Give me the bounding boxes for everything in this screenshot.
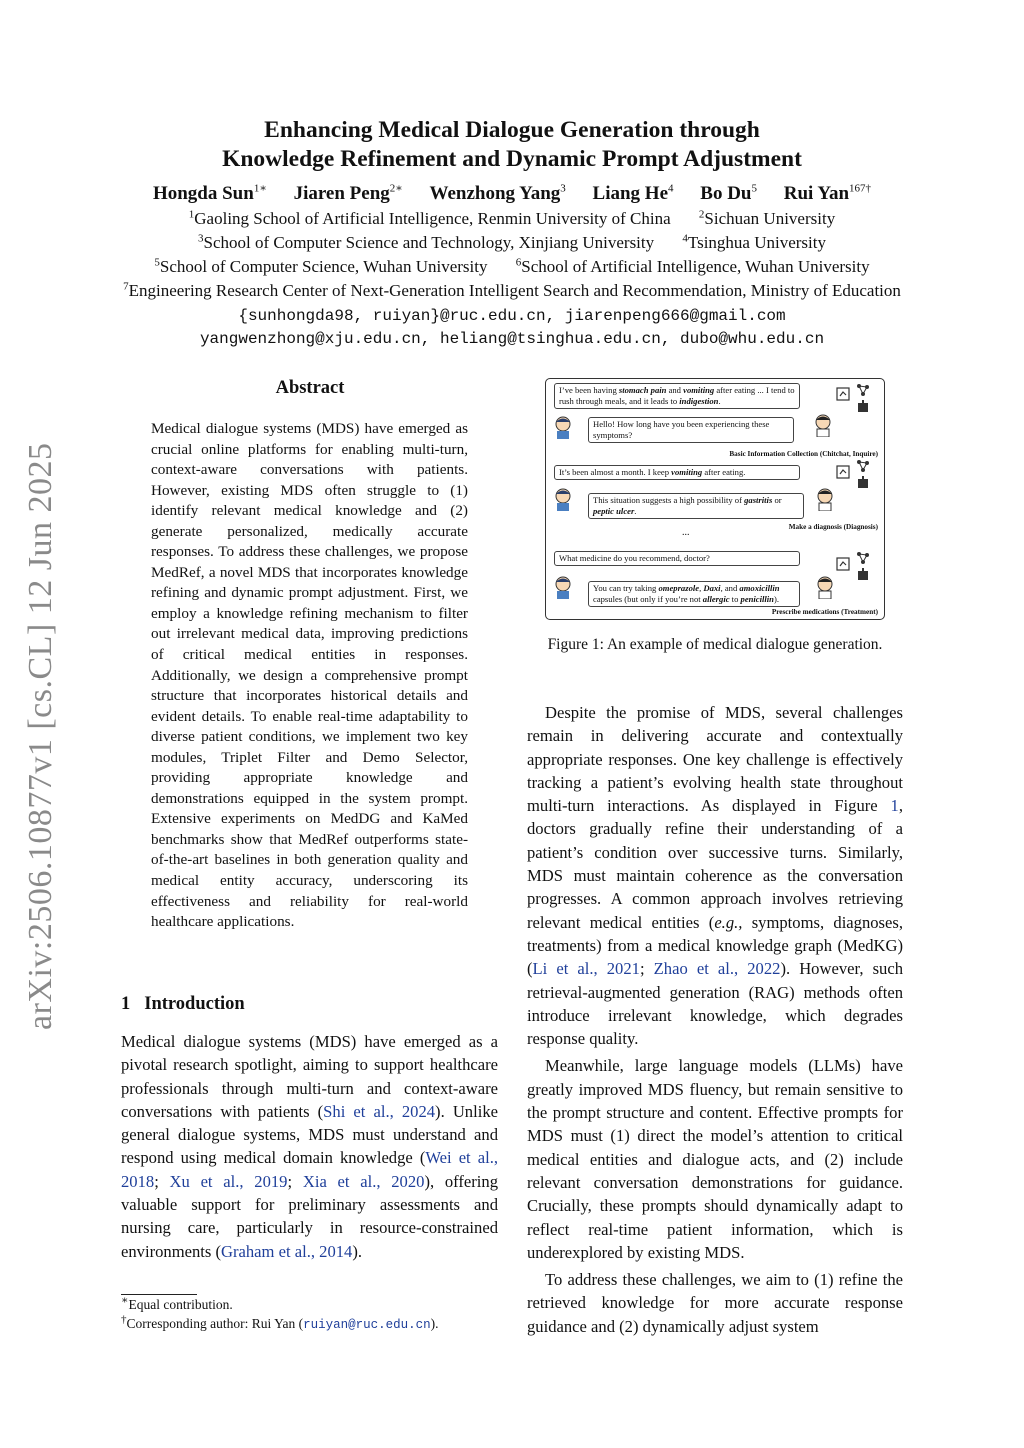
stage-label: Make a diagnosis (Diagnosis): [788, 523, 878, 531]
author: Wenzhong Yang$^3$: [429, 182, 566, 204]
patient-bubble: It’s been almost a month. I keep vomiting after eating.: [554, 465, 800, 480]
patient-avatar-icon: [552, 575, 574, 599]
hospital-icon: [856, 399, 870, 413]
citation-link[interactable]: Graham et al., 2014: [221, 1241, 353, 1261]
section-heading: [121, 994, 245, 1015]
author: Hongda Sun$^{1∗}$: [152, 182, 267, 204]
affiliation: $^7$Engineering Research Center of Next-Generation Intelligent Search and Recommendation, Ministry of Education: [123, 280, 901, 300]
doctor-avatar-icon: [812, 413, 834, 437]
patient-bubble: I’ve been having stomach pain and vomiting after eating ... I tend to rush through meals, and it leads to indigestion.: [554, 383, 800, 409]
stage-label: Basic Information Collection (Chitchat, Inquire): [729, 450, 878, 458]
citation-link[interactable]: Xu et al., 2019: [169, 1171, 288, 1191]
intro-left-column: [121, 1030, 498, 1267]
citation-link[interactable]: Zhao et al., 2022: [653, 959, 781, 979]
affiliation: $^4$Tsinghua University: [682, 232, 826, 252]
email-line-2: yangwenzhong@xju.edu.cn, heliang@tsinghua.edu.cn, dubo@whu.edu.cn: [199, 330, 825, 348]
doctor-avatar-icon: [814, 575, 836, 599]
affiliation: $^3$School of Computer Science and Technology, Xinjiang University: [197, 232, 655, 252]
author: Bo Du$^5$: [700, 182, 757, 204]
knowledge-graph-icon: [836, 387, 850, 401]
author: Liang He$^4$: [592, 182, 674, 204]
footnote-rule: [121, 1294, 197, 1295]
paragraph: Meanwhile, large language models (LLMs) have greatly improved MDS fluency, but remain sensitive to the prompt structure and content. Effective prompts for MDS must (1) direct the model’s attention to critical medical entities and dialogue acts, and (2) include relevant conversation demonstrations for guidance. Crucially, these prompts should dynamically adapt to reflect real-time patient information, which is underexplored by existing MDS.: [527, 1056, 903, 1262]
author: Rui Yan$^{167\dagger}$: [783, 182, 872, 204]
footnote-corresponding-author: †Corresponding author: Rui Yan (ruiyan@ruc.edu.cn).: [121, 1313, 439, 1332]
affiliation: $^2$Sichuan University: [698, 208, 836, 228]
author: Jiaren Peng$^{2∗}$: [293, 182, 403, 204]
network-icon: [856, 459, 870, 473]
email-line-1: {sunhongda98, ruiyan}@ruc.edu.cn, jiarenpeng666@gmail.com: [238, 307, 786, 325]
affiliation-line-2: [0, 233, 1024, 253]
doctor-bubble: Hello! How long have you been experiencing these symptoms?: [588, 417, 794, 443]
title-line-2: Knowledge Refinement and Dynamic Prompt Adjustment: [222, 146, 802, 172]
section-number: 1: [121, 994, 131, 1014]
patient-avatar-icon: [552, 487, 574, 511]
figure-ref-link[interactable]: 1: [890, 796, 899, 816]
affiliation-line-4: [0, 281, 1024, 301]
paragraph: Medical dialogue systems (MDS) have emerged as a pivotal research spotlight, aiming to support healthcare professionals through multi-turn and context-aware conversations with patients (Shi et al., 2024). Unlike general dialogue systems, MDS must understand and respond using medical domain knowledge (Wei et al., 2018; Xu et al., 2019; Xia et al., 2020), offering valuable support for preliminary assessments and nursing care, particularly in resource-constrained environments (Graham et al., 2014).: [121, 1032, 499, 1261]
citation-link[interactable]: Li et al., 2021: [532, 959, 640, 979]
hospital-icon: [856, 567, 870, 581]
footnote-equal-contribution: ∗Equal contribution.: [121, 1294, 233, 1312]
doctor-bubble: You can try taking omeprazole, Daxi, and amoxicillin capsules (but only if you’re not allergic to penicillin).: [588, 581, 800, 607]
affiliation: $^5$School of Computer Science, Wuhan University: [154, 256, 488, 276]
paper-title: [0, 116, 1024, 174]
hospital-icon: [856, 475, 870, 489]
affiliation: $^1$Gaoling School of Artificial Intelligence, Renmin University of China: [188, 208, 671, 228]
network-icon: [856, 551, 870, 565]
paragraph: To address these challenges, we aim to (1) refine the retrieved knowledge for more accurate response guidance and (2) dynamically adjust system: [527, 1270, 903, 1336]
ellipsis: ...: [682, 527, 690, 538]
section-title: Introduction: [144, 994, 245, 1014]
citation-link[interactable]: Wei et al., 2018: [121, 1148, 498, 1191]
knowledge-graph-icon: [836, 557, 850, 571]
citation-link[interactable]: Xia et al., 2020: [302, 1171, 425, 1191]
patient-avatar-icon: [552, 415, 574, 439]
email-link[interactable]: ruiyan@ruc.edu.cn: [303, 1318, 431, 1332]
abstract-heading: Abstract: [275, 378, 345, 398]
paragraph: Despite the promise of MDS, several challenges remain in delivering accurate and contextually appropriate responses. One key challenge is effectively tracking a patient’s evolving health state throughout multi-turn interactions. As displayed in Figure 1, doctors gradually refine their understanding of a patient’s condition over successive turns. Similarly, MDS must maintain coherence as the conversation progresses. A common approach involves retrieving relevant medical entities (e.g., symptoms, diagnoses, treatments) from a medical knowledge graph (MedKG) (Li et al., 2021; Zhao et al., 2022). However, such retrieval-augmented generation (RAG) methods often introduce irrelevant knowledge, which degrades response quality.: [527, 703, 903, 1049]
affiliation-line-1: [0, 209, 1024, 229]
network-icon: [856, 383, 870, 397]
stage-label: Prescribe medications (Treatment): [771, 608, 878, 616]
doctor-avatar-icon: [814, 487, 836, 511]
patient-bubble: What medicine do you recommend, doctor?: [554, 551, 800, 566]
intro-right-column: [527, 701, 903, 1342]
arxiv-identifier: arXiv:2506.10877v1 [cs.CL] 12 Jun 2025: [22, 442, 59, 1030]
title-line-1: Enhancing Medical Dialogue Generation through: [264, 117, 760, 143]
citation-link[interactable]: Shi et al., 2024: [323, 1101, 436, 1121]
author-list: [0, 183, 1024, 205]
affiliation-line-3: [0, 257, 1024, 277]
knowledge-graph-icon: [836, 465, 850, 479]
abstract-body: Medical dialogue systems (MDS) have emerged as crucial online platforms for enabling multi-turn, context-aware conversations with patients. However, existing MDS often struggle to (1) identify relevant medical knowledge and (2) generate personalized, medically accurate responses. To address these challenges, we propose MedRef, a novel MDS that incorporates knowledge refining and dynamic prompt adjustment. First, we employ a knowledge refining mechanism to filter out irrelevant medical data, improving predictions of critical medical entities in responses. Additionally, we design a comprehensive prompt structure that incorporates historical details and evident details. To enable real-time adaptability to diverse patient conditions, we implement two key modules, Triplet Filter and Demo Selector, providing appropriate knowledge and demonstrations equipped in the system prompt. Extensive experiments on MedDG and KaMed benchmarks show that MedRef outperforms state-of-the-art baselines in both generation quality and medical entity accuracy, underscoring its effectiveness and reliability for real-world healthcare applications.: [151, 420, 468, 931]
figure-caption: Figure 1: An example of medical dialogue generation.: [547, 636, 883, 653]
figure-dialogue-example: [545, 378, 885, 620]
affiliation: $^6$School of Artificial Intelligence, Wuhan University: [515, 256, 870, 276]
doctor-bubble: This situation suggests a high possibility of gastritis or peptic ulcer.: [588, 493, 804, 519]
